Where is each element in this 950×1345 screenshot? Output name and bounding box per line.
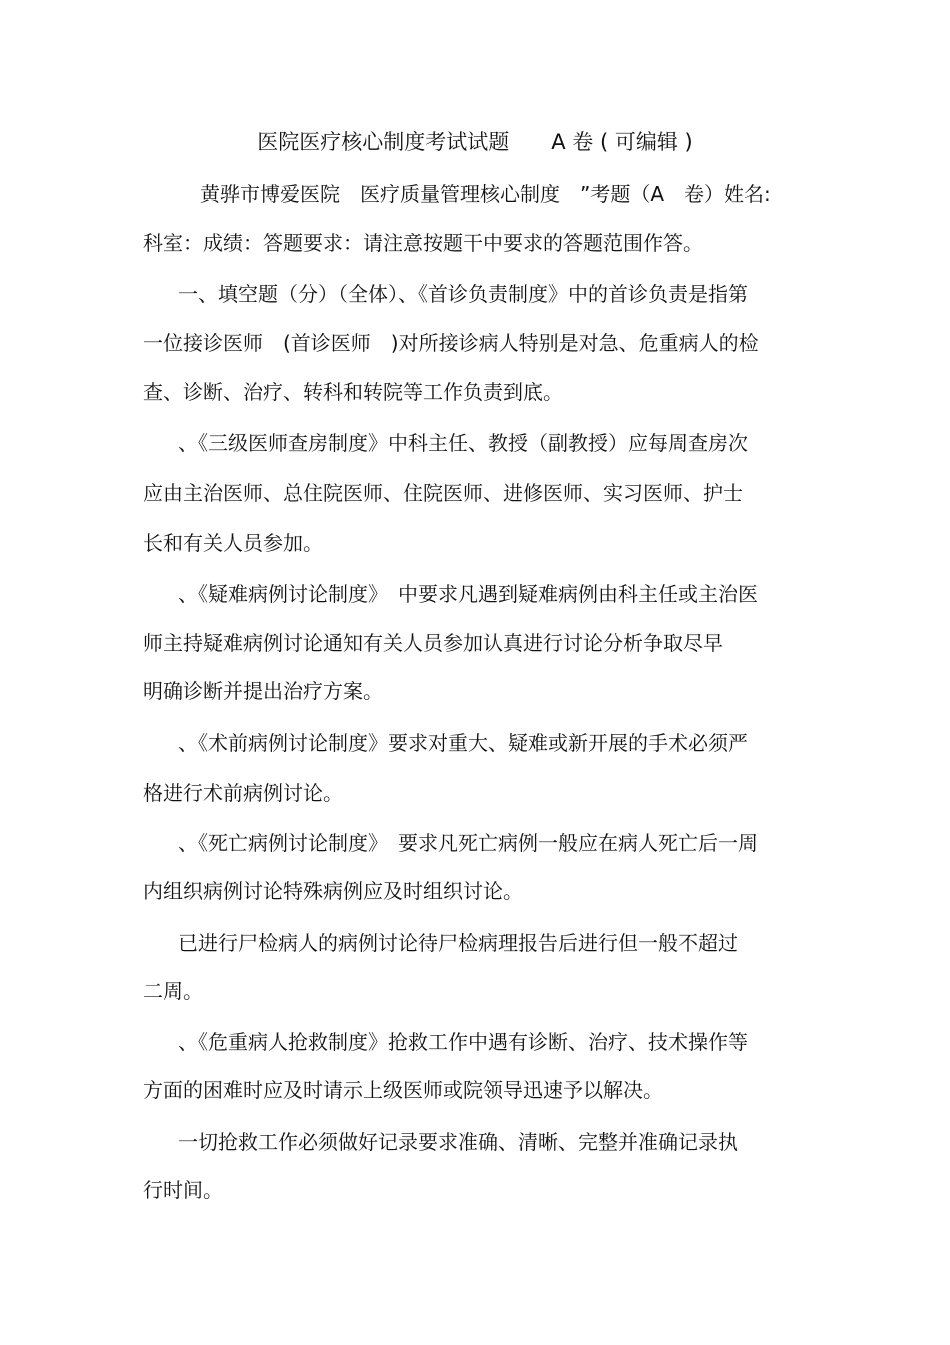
text-line-5: 查、诊断、治疗、转科和转院等工作负责到底。: [143, 380, 563, 404]
text-line-2: 科室：成绩：答题要求：请注意按题干中要求的答题范围作答。: [143, 231, 703, 255]
text-line-19: 方面的困难时应及时请示上级医师或院领导迅速予以解决。: [143, 1078, 663, 1102]
text-line-20: 一切抢救工作必须做好记录要求准确、清晰、完整并准确记录执: [178, 1130, 738, 1154]
text-line-14: 、《死亡病例讨论制度》 要求凡死亡病例一般应在病人死亡后一周: [178, 831, 758, 855]
text-line-10: 师主持疑难病例讨论通知有关人员参加认真进行讨论分析争取尽早: [143, 631, 723, 655]
text-line-12: 、《术前病例讨论制度》要求对重大、疑难或新开展的手术必须严: [178, 731, 748, 755]
text-line-9: 、《疑难病例讨论制度》 中要求凡遇到疑难病例由科主任或主治医: [178, 582, 758, 606]
text-line-8: 长和有关人员参加。: [143, 531, 323, 555]
document-title: 医院医疗核心制度考试试题 A 卷 ( 可编辑 ): [257, 130, 693, 154]
text-line-18: 、《危重病人抢救制度》抢救工作中遇有诊断、治疗、技术操作等: [178, 1030, 748, 1054]
text-line-4: 一位接诊医师 (首诊医师 )对所接诊病人特别是对急、危重病人的检: [143, 331, 759, 355]
text-line-6: 、《三级医师查房制度》中科主任、教授（副教授）应每周查房次: [178, 431, 748, 455]
text-line-1: 黄骅市博爱医院 医疗质量管理核心制度 ”考题（A 卷）姓名:: [200, 182, 771, 206]
text-line-15: 内组织病例讨论特殊病例应及时组织讨论。: [143, 879, 523, 903]
text-line-16: 已进行尸检病人的病例讨论待尸检病理报告后进行但一般不超过: [178, 931, 738, 955]
text-line-3: 一、填空题（分）（全体）、《首诊负责制度》中的首诊负责是指第: [178, 282, 748, 306]
text-line-11: 明确诊断并提出治疗方案。: [143, 679, 383, 703]
text-line-7: 应由主治医师、总住院医师、住院医师、进修医师、实习医师、护士: [143, 481, 743, 505]
text-line-21: 行时间。: [143, 1178, 223, 1202]
text-line-13: 格进行术前病例讨论。: [143, 781, 343, 805]
text-line-17: 二周。: [143, 979, 203, 1003]
